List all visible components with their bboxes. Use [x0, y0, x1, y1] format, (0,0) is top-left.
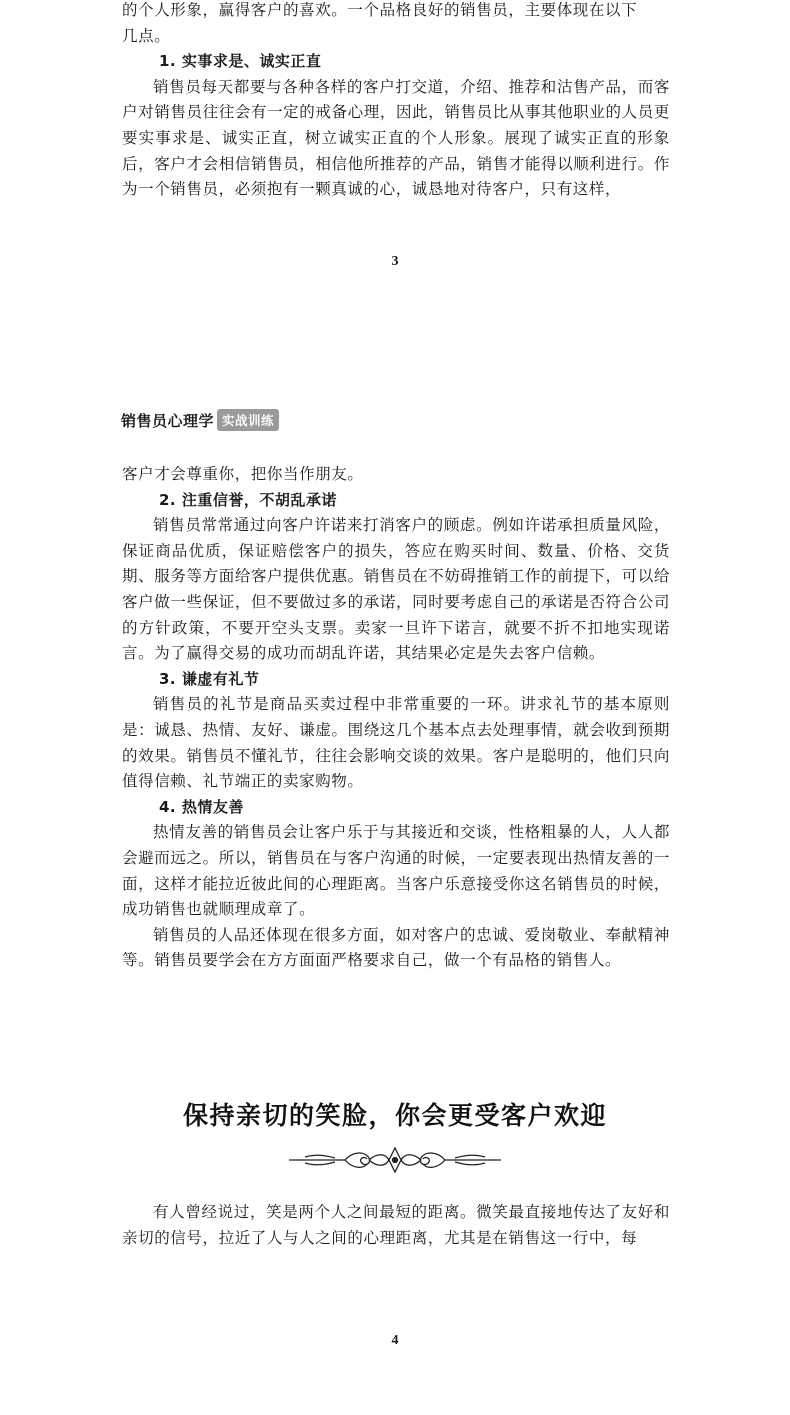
page-4 [0, 400, 790, 1415]
paragraph: 销售员每天都要与各种各样的客户打交道，介绍、推荐和沽售产品，而客户对销售员往往会有一定的戒备心理，因此，销售员比从事其他职业的人员更要实事求是、诚实正直，树立诚实正直的个人形象。展现了诚实正直的形象后，客户才会相信销售员，相信他所推荐的产品，销售才能得以顺利进行。作为一个销售员，必须抱有一颗真诚的心，诚恳地对待客户，只有这样， [122, 77, 670, 199]
page-3 [0, 0, 790, 290]
page-number: 3 [391, 254, 399, 269]
page-4-body [122, 462, 670, 974]
section-body [122, 1200, 670, 1251]
ornament-divider-icon [285, 1145, 505, 1175]
paragraph: 有人曾经说过，笑是两个人之间最短的距离。微笑最直接地传达了友好和亲切的信号，拉近了人与人之间的心理距离，尤其是在销售这一行中，每 [122, 1203, 670, 1247]
paragraph: 销售员的礼节是商品买卖过程中非常重要的一环。讲求礼节的基本原则是：诚恳、热情、友好、谦虚。围绕这几个基本点去处理事情，就会收到预期的效果。销售员不懂礼节，往往会影响交谈的效果。客户是聪明的，他们只向值得信赖、礼节端正的卖家购物。 [122, 695, 670, 791]
page-3-body [122, 0, 670, 203]
text-line: 几点。 [122, 26, 171, 45]
subheading-4: 4. 热情友善 [159, 797, 244, 816]
running-header-badge: 实战训练 [217, 409, 279, 431]
running-header [121, 407, 279, 433]
subheading-2: 2. 注重信誉，不胡乱承诺 [159, 490, 337, 509]
paragraph: 销售员常常通过向客户许诺来打消客户的顾虑。例如许诺承担质量风险，保证商品优质，保证赔偿客户的损失，答应在购买时间、数量、价格、交货期、服务等方面给客户提供优惠。销售员在不妨碍推销工作的前提下，可以给客户做一些保证，但不要做过多的承诺，同时要考虑自己的承诺是否符合公司的方针政策，不要开空头支票。卖家一旦许下诺言，就要不折不扣地实现诺言。为了赢得交易的成功而胡乱许诺，其结果必定是失去客户信赖。 [122, 516, 670, 663]
paragraph: 热情友善的销售员会让客户乐于与其接近和交谈，性格粗暴的人，人人都会避而远之。所以，销售员在与客户沟通的时候，一定要表现出热情友善的一面，这样才能拉近彼此间的心理距离。当客户乐意接受你这名销售员的时候，成功销售也就顺理成章了。 [122, 823, 670, 919]
text-line: 客户才会尊重你，把你当作朋友。 [122, 465, 364, 483]
running-header-title: 销售员心理学 [121, 411, 215, 430]
paragraph: 销售员的人品还体现在很多方面，如对客户的忠诚、爱岗敬业、奉献精神等。销售员要学会在方方面面严格要求自己，做一个有品格的销售人。 [122, 925, 670, 970]
subheading-1: 1. 实事求是、诚实正直 [159, 52, 322, 71]
subheading-3: 3. 谦虚有礼节 [159, 669, 260, 688]
section-title: 保持亲切的笑脸，你会更受客户欢迎 [182, 1101, 607, 1130]
page-number: 4 [391, 1333, 399, 1348]
text-line: 的个人形象，赢得客户的喜欢。一个品格良好的销售员，主要体现在以下 [122, 1, 638, 19]
